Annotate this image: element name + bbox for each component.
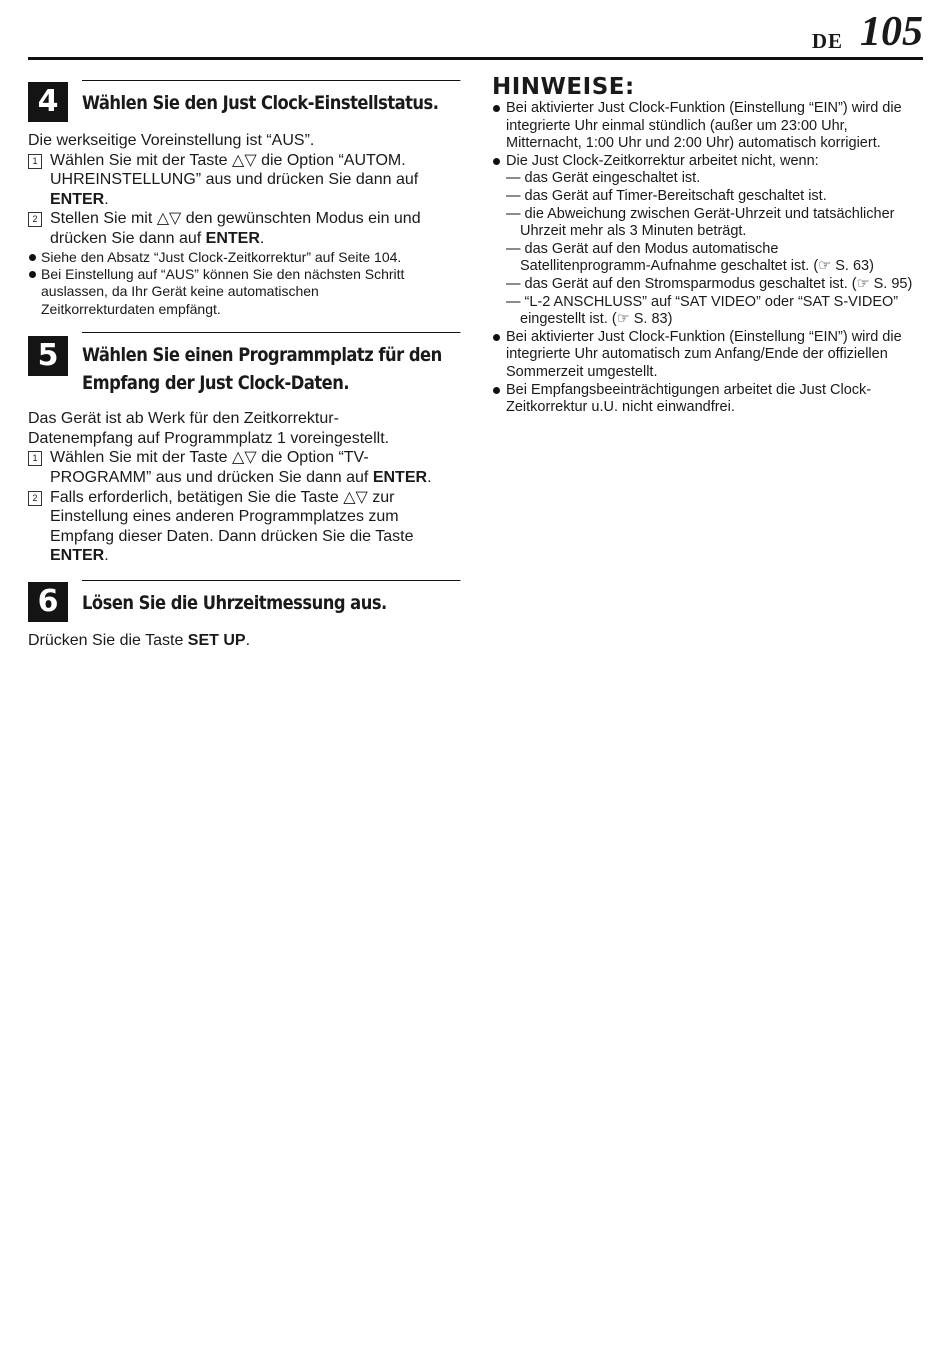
hinweis-2-case-1: — das Gerät eingeschaltet ist. [506,170,701,187]
step-5-body [28,409,460,566]
number-box-1: 1 [28,451,42,466]
step-4-note-1: Siehe den Absatz “Just Clock-Zeitkorrektur” auf Seite 104. [28,249,460,266]
hinweis-2-case-2: — das Gerät auf Timer-Bereitschaft geschaltet ist. [506,187,827,204]
step-5-item-2: 2 Falls erforderlich, betätigen Sie die Taste △▽ zur Einstellung eines anderen Programmplatzes zum Empfang dieser Daten. Dann drücken Sie die Taste ENTER. [28,488,460,566]
hinweis-1: Bei aktivierter Just Clock-Funktion (Einstellung “EIN”) wird die integrierte Uhr einmal stündlich (außer um 23:00 Uhr, Mitternacht, 1:00 Uhr und 2:00 Uhr) automatisch korrigiert. [492,100,924,153]
page-header [28,10,923,60]
number-box-2: 2 [28,212,42,227]
hinweise-list [492,100,924,417]
step-4-body [28,131,460,318]
number-box-1: 1 [28,154,42,169]
step-4-item-2: 2 Stellen Sie mit △▽ den gewünschten Modus ein und drücken Sie dann auf ENTER. [28,209,460,248]
step-6 [28,580,460,651]
step-4-number: 4 [28,82,68,122]
step-4-note-2: Bei Einstellung auf “AUS” können Sie den nächsten Schritt auslassen, da Ihr Gerät keine automatischen Zeitkorrekturdaten empfängt. [28,266,460,318]
hinweis-2-case-6: — “L-2 ANSCHLUSS” auf “SAT VIDEO” oder “SAT S-VIDEO” eingestellt ist. (☞ S. 83) [506,293,899,328]
left-column [28,80,460,665]
hinweis-3: Bei aktivierter Just Clock-Funktion (Einstellung “EIN”) wird die integrierte Uhr automatisch zum Anfang/Ende der offiziellen Sommerzeit umgestellt. [492,329,924,382]
hinweis-2: Die Just Clock-Zeitkorrektur arbeitet nicht, wenn: [492,153,924,171]
step-5 [28,332,460,566]
language-code: DE [811,29,843,53]
step-4-intro: Die werkseitige Voreinstellung ist “AUS”. [28,132,315,149]
step-4-item-1: 1 Wählen Sie mit der Taste △▽ die Option “AUTOM. UHREINSTELLUNG” aus und drücken Sie dann auf ENTER. [28,151,460,210]
step-5-intro: Das Gerät ist ab Werk für den Zeitkorrektur- Datenempfang auf Programmplatz 1 voreingestellt. [28,410,390,447]
step-6-body: Drücken Sie die Taste SET UP. [28,631,251,649]
step-5-item-1: 1 Wählen Sie mit der Taste △▽ die Option “TV- PROGRAMM” aus und drücken Sie dann auf ENTER. [28,448,460,487]
step-5-title: Wählen Sie einen Programmplatz für den Empfang der Just Clock-Daten. [82,332,460,397]
step-6-title: Lösen Sie die Uhrzeitmessung aus. [82,580,460,623]
hinweise-column [492,74,924,417]
step-4 [28,80,460,318]
hinweise-title: HINWEISE: [492,74,635,100]
page-number: 105 [860,9,923,55]
hinweis-2-case-4: — das Gerät auf den Modus automatische Satellitenprogramm-Aufnahme geschaltet ist. (☞ S. 63) [506,240,874,275]
step-4-title: Wählen Sie den Just Clock-Einstellstatus. [82,80,460,123]
step-6-number: 6 [28,582,68,622]
hinweis-4: Bei Empfangsbeeinträchtigungen arbeitet die Just Clock- Zeitkorrektur u.U. nicht einwandfrei. [492,382,924,417]
hinweis-2-case-5: — das Gerät auf den Stromsparmodus geschaltet ist. (☞ S. 95) [506,275,913,292]
step-5-number: 5 [28,336,68,376]
number-box-2: 2 [28,491,42,506]
hinweis-2-case-3: — die Abweichung zwischen Gerät-Uhrzeit und tatsächlicher Uhrzeit mehr als 3 Minuten beträgt. [506,205,895,240]
